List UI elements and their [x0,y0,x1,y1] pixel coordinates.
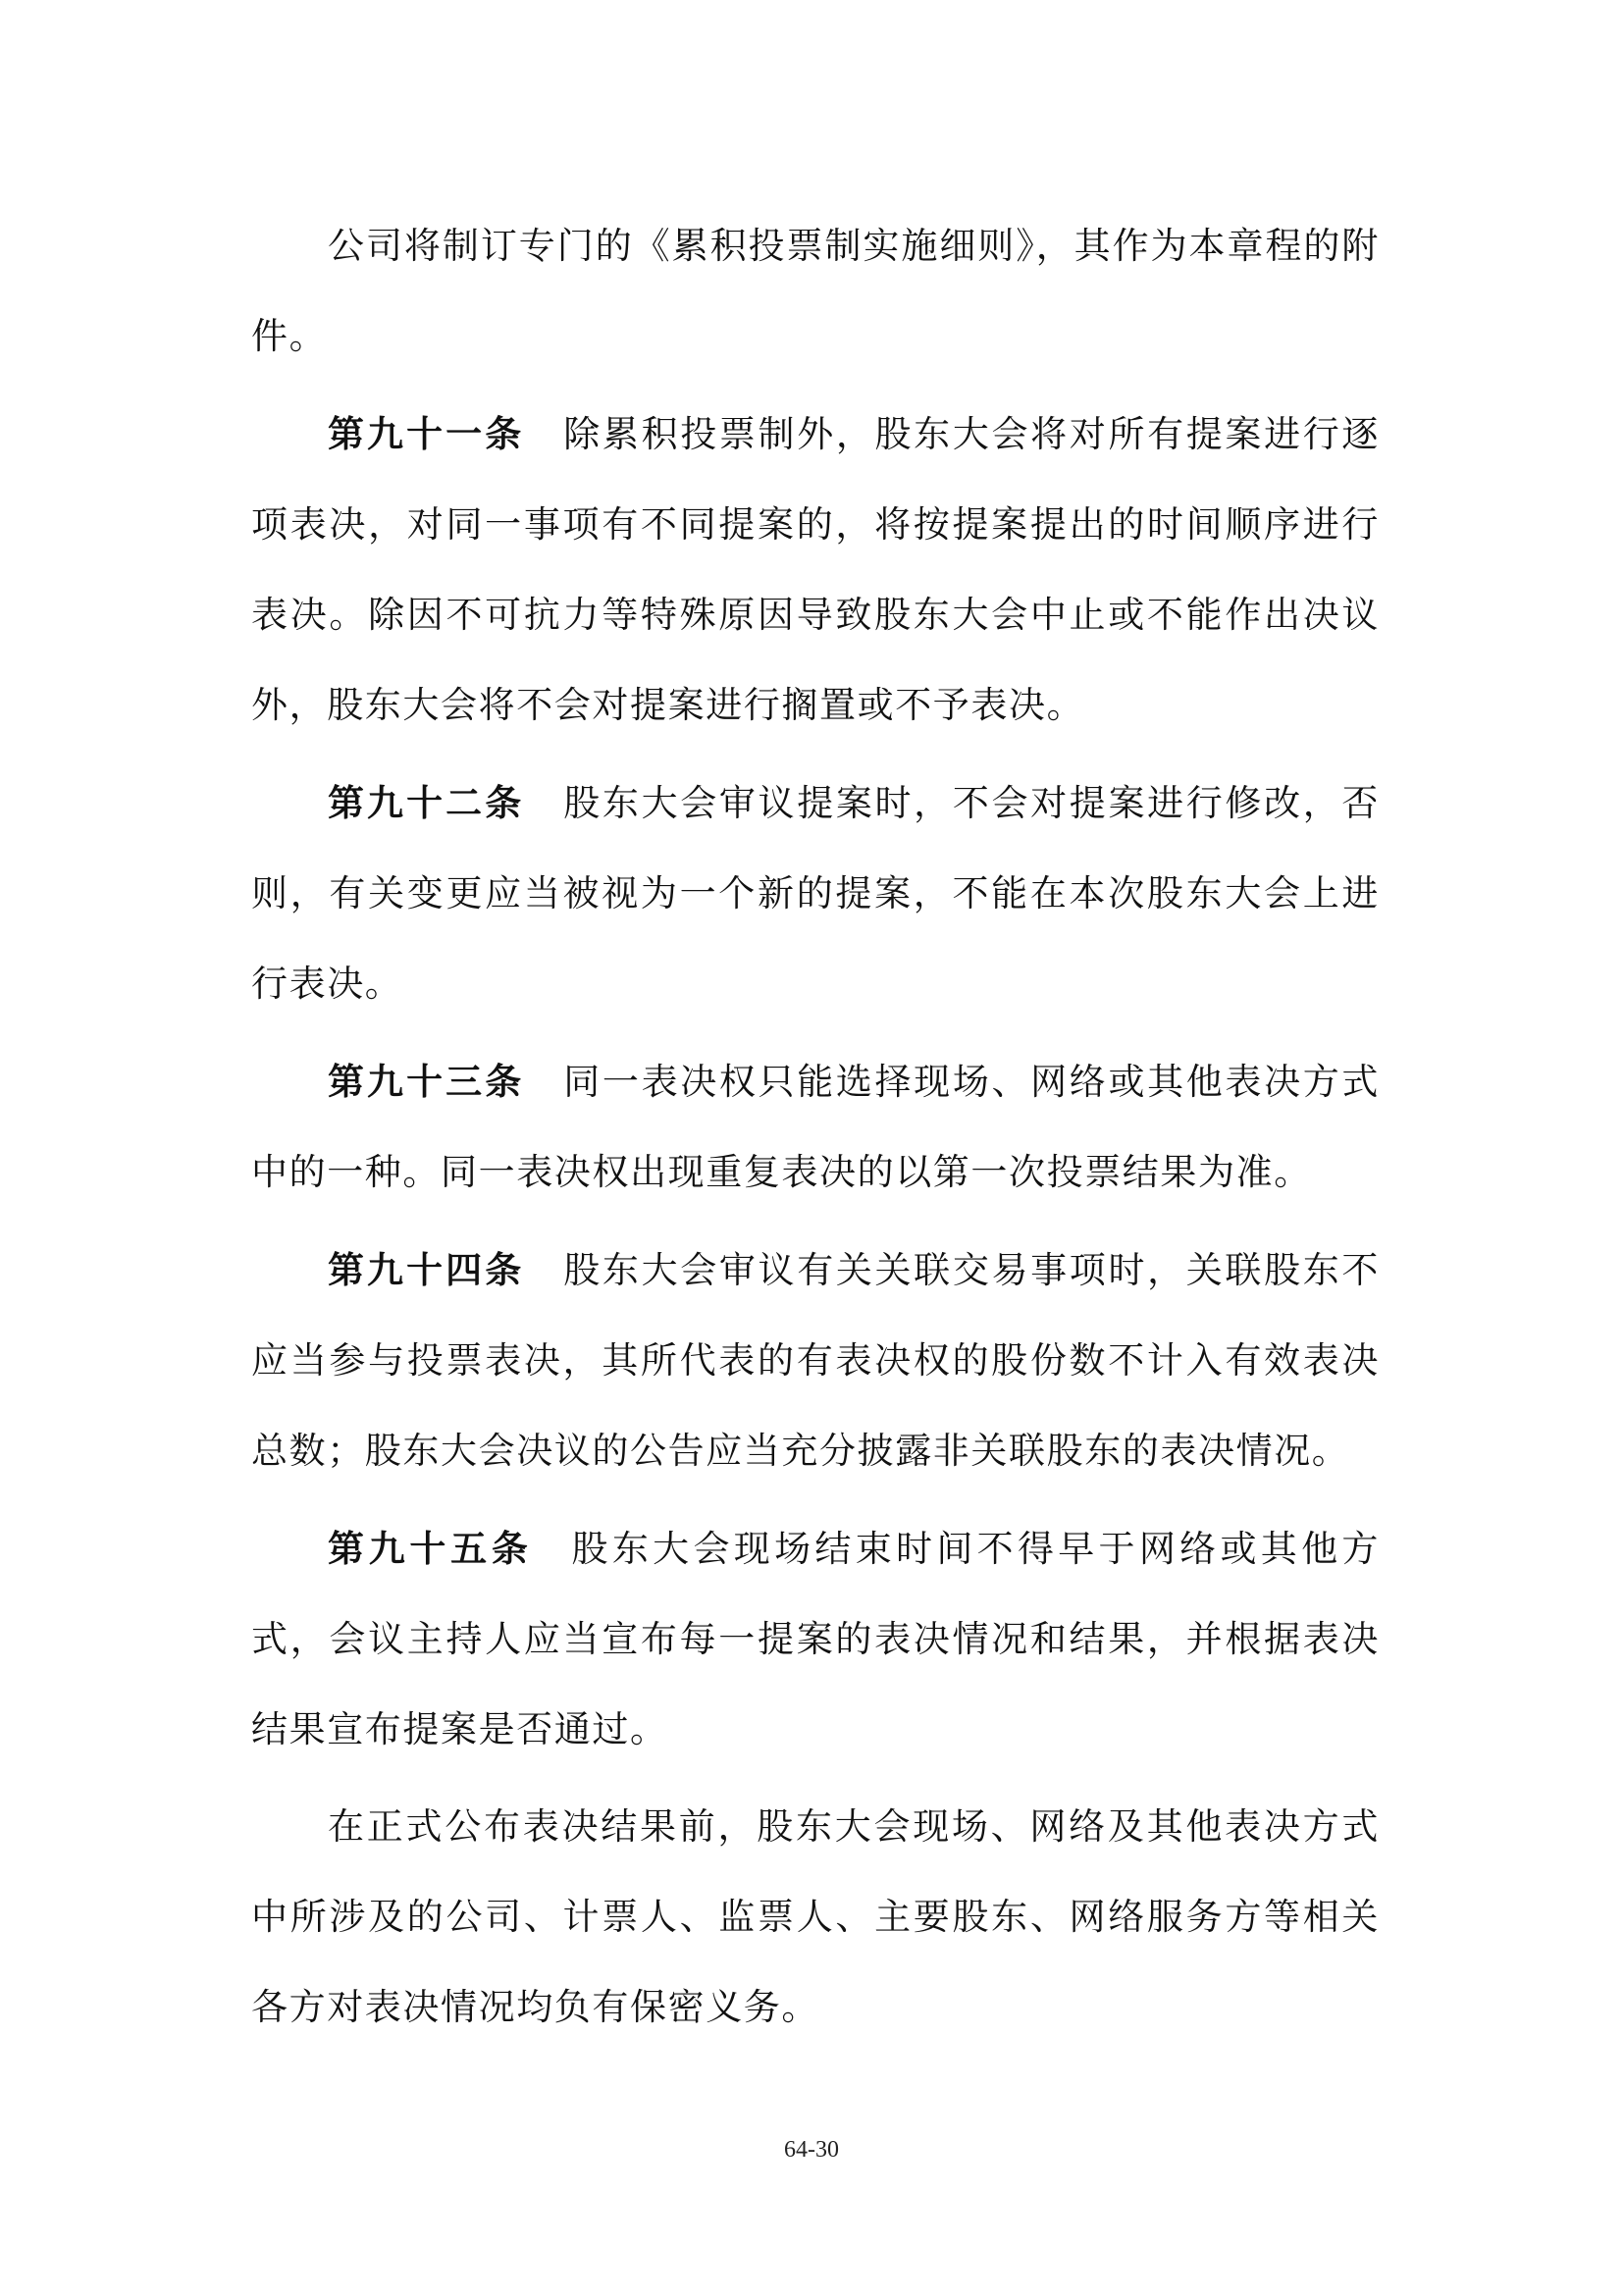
article-number: 第九十一条 [328,412,525,455]
paragraph-text: 在正式公布表决结果前，股东大会现场、网络及其他表决方式中所涉及的公司、计票人、监票人、主要股东、网络服务方等相关各方对表决情况均负有保密义务。 [251,1805,1380,2028]
article-95 [251,1503,1380,1775]
article-number: 第九十五条 [328,1527,533,1570]
paragraph-text: 除累积投票制外，股东大会将对所有提案进行逐项表决，对同一事项有不同提案的，将按提案提出的时间顺序进行表决。除因不可抗力等特殊原因导致股东大会中止或不能作出决议外，股东大会将不会对提案进行搁置或不予表决。 [251,413,1380,726]
paragraph-text: 公司将制订专门的《累积投票制实施细则》，其作为本章程的附件。 [251,225,1380,357]
article-93 [251,1036,1380,1218]
paragraph-text: 股东大会现场结束时间不得早于网络或其他方式，会议主持人应当宣布每一提案的表决情况和结果，并根据表决结果宣布提案是否通过。 [251,1528,1381,1750]
document-page [251,201,1380,2060]
article-number: 第九十四条 [328,1248,525,1291]
paragraph-text: 股东大会审议提案时，不会对提案进行修改，否则，有关变更应当被视为一个新的提案，不能在本次股东大会上进行表决。 [251,782,1380,1005]
article-94 [251,1225,1380,1496]
article-number: 第九十三条 [328,1060,525,1103]
article-91 [251,389,1380,751]
paragraph-text: 同一表决权只能选择现场、网络或其他表决方式中的一种。同一表决权出现重复表决的以第一次投票结果为准。 [251,1061,1380,1193]
article-92 [251,757,1380,1029]
paragraph-text: 股东大会审议有关关联交易事项时，关联股东不应当参与投票表决，其所代表的有表决权的股份数不计入有效表决总数；股东大会决议的公告应当充分披露非关联股东的表决情况。 [251,1249,1380,1472]
paragraph-confidentiality [251,1782,1380,2053]
page-number: 64-30 [784,2137,839,2163]
article-number: 第九十二条 [328,781,525,824]
paragraph-intro [251,201,1380,382]
